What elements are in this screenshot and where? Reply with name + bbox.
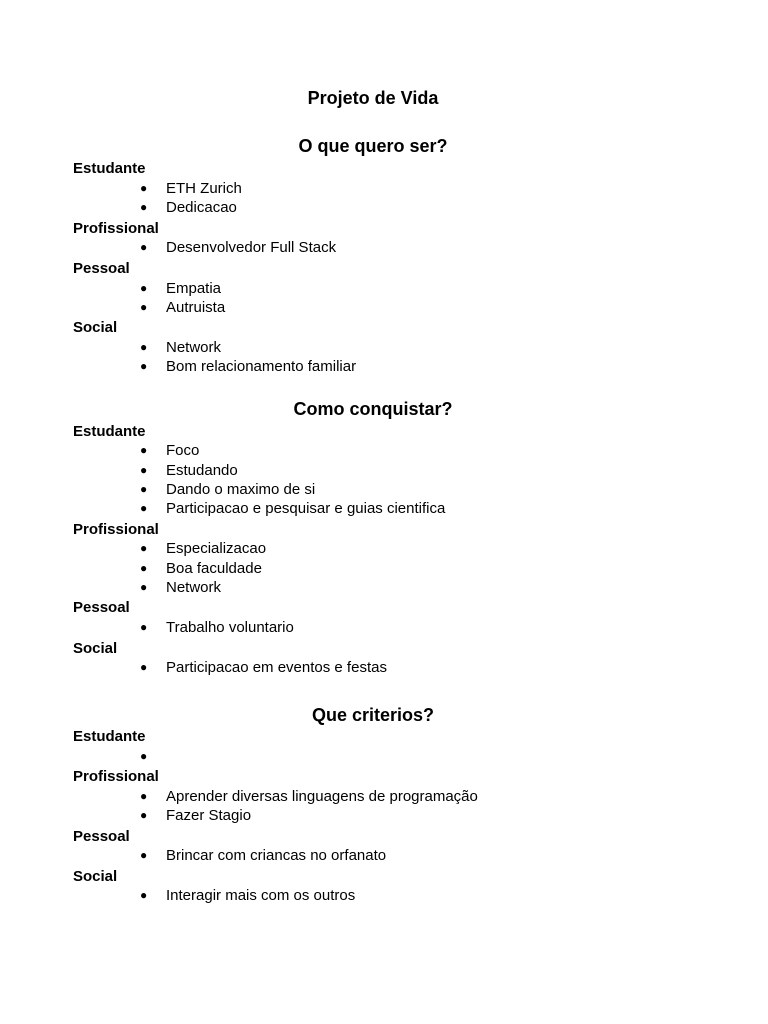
list-item: ● Participacao em eventos e festas <box>140 659 387 676</box>
category-label: Social <box>73 640 118 657</box>
category-label: Profissional <box>73 768 159 785</box>
list-item: ● Boa faculdade <box>140 560 262 577</box>
bullet-icon: ● <box>140 789 148 803</box>
list-item: ● Interagir mais com os outros <box>140 887 356 904</box>
category-label: Profissional <box>73 220 159 237</box>
bullet-icon: ● <box>140 482 148 496</box>
list-item: ● Network <box>140 339 222 356</box>
bullet-icon: ● <box>140 501 148 515</box>
bullet-icon: ● <box>140 620 148 634</box>
bullet-icon: ● <box>140 888 148 902</box>
category-label: Pessoal <box>73 599 130 616</box>
category-label: Estudante <box>73 160 146 177</box>
category-label: Estudante <box>73 423 146 440</box>
list-item: ● Participacao e pesquisar e guias cientifica <box>140 500 446 517</box>
category-label: Social <box>73 868 118 885</box>
bullet-icon: ● <box>140 240 148 254</box>
category-label: Social <box>73 319 118 336</box>
list-item: ● Especializacao <box>140 540 267 557</box>
category-label: Pessoal <box>73 828 130 845</box>
bullet-icon: ● <box>140 808 148 822</box>
document-title: Projeto de Vida <box>307 88 439 108</box>
bullet-icon: ● <box>140 580 148 594</box>
bullet-icon: ● <box>140 660 148 674</box>
list-item: ● Foco <box>140 442 200 459</box>
bullet-icon: ● <box>140 443 148 457</box>
bullet-icon: ● <box>140 463 148 477</box>
section-heading: Que criterios? <box>311 705 435 725</box>
list-item: ● Trabalho voluntario <box>140 619 294 636</box>
bullet-icon: ● <box>140 281 148 295</box>
bullet-icon: ● <box>140 848 148 862</box>
list-item: ● Dando o maximo de si <box>140 481 316 498</box>
list-item <box>140 747 166 766</box>
list-item: ● Estudando <box>140 462 238 479</box>
list-item: ● Network <box>140 579 222 596</box>
list-item: ● Bom relacionamento familiar <box>140 358 357 375</box>
category-label: Profissional <box>73 521 159 538</box>
list-item: ● Aprender diversas linguagens de programação <box>140 788 478 805</box>
bullet-icon: ● <box>140 300 148 314</box>
bullet-icon: ● <box>140 541 148 555</box>
list-item: ● Empatia <box>140 280 222 297</box>
bullet-icon: ● <box>140 359 148 373</box>
list-item: ● Brincar com criancas no orfanato <box>140 847 387 864</box>
category-label: Pessoal <box>73 260 130 277</box>
list-item: ● Fazer Stagio <box>140 807 252 824</box>
section-heading: O que quero ser? <box>298 136 448 156</box>
list-item: ● Autruista <box>140 299 226 316</box>
section-heading: Como conquistar? <box>293 399 453 419</box>
bullet-icon: ● <box>140 749 148 763</box>
bullet-icon: ● <box>140 340 148 354</box>
category-label: Estudante <box>73 728 146 745</box>
list-item: ● Desenvolvedor Full Stack <box>140 239 337 256</box>
list-item: ● Dedicacao <box>140 199 237 216</box>
bullet-icon: ● <box>140 200 148 214</box>
bullet-icon: ● <box>140 561 148 575</box>
list-item: ● ETH Zurich <box>140 180 242 197</box>
bullet-icon: ● <box>140 181 148 195</box>
